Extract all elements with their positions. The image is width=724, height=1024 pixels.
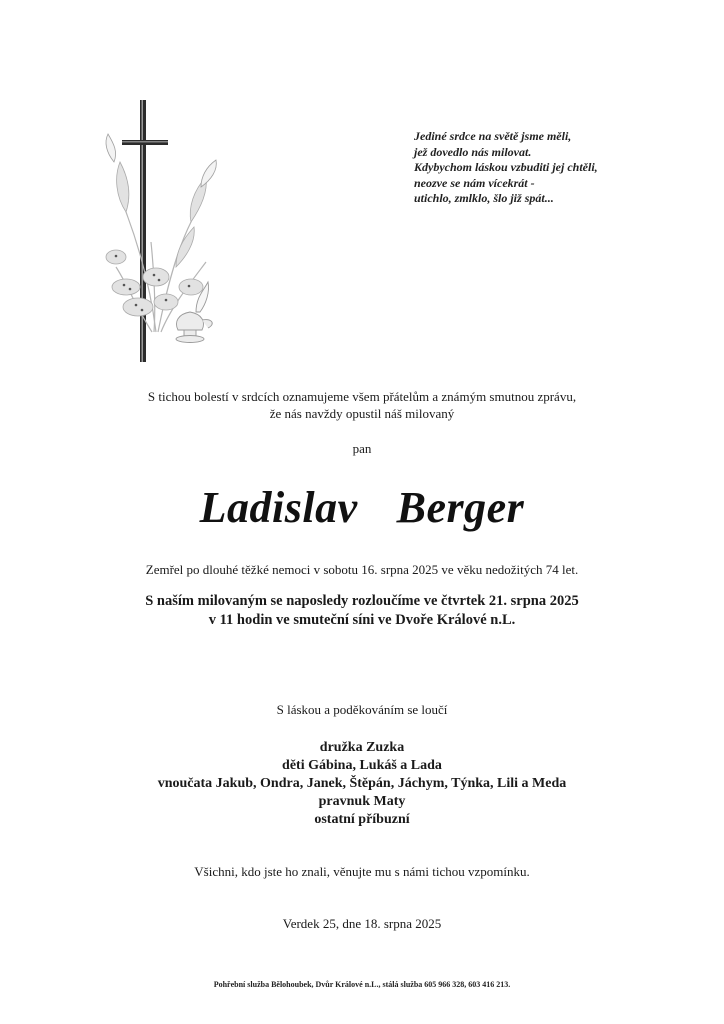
poem-line: Jediné srdce na světě jsme měli,	[414, 129, 572, 143]
place-date: Verdek 25, dne 18. srpna 2025	[282, 916, 442, 931]
mourner: děti Gábina, Lukáš a Lada	[282, 758, 442, 773]
mourner: pravnuk Maty	[318, 794, 406, 809]
death-info: Zemřel po dlouhé těžké nemoci v sobotu 16. srpna 2025 ve věku nedožitých 74 let.	[145, 562, 579, 577]
poem-line: jež dovedlo nás milovat.	[414, 144, 532, 159]
mourners-list	[0, 739, 724, 829]
deceased-name: Ladislav Berger	[199, 483, 525, 532]
thanks-line: S láskou a poděkováním se loučí	[276, 702, 448, 717]
funeral-service-footer: Pohřební služba Bělohoubek, Dvůr Králové n.L., stálá služba 605 966 328, 603 416 213.	[213, 980, 511, 989]
farewell-line: S naším milovaným se naposledy rozloučíme ve čtvrtek 21. srpna 2025	[145, 593, 579, 609]
mourner: ostatní příbuzní	[314, 812, 410, 827]
poem-line: neozve se nám vícekrát -	[414, 175, 535, 190]
intro-line: že nás navždy opustil náš milovaný	[269, 406, 455, 421]
mourner: vnoučata Jakub, Ondra, Janek, Štěpán, Jáchym, Týnka, Lili a Meda	[157, 776, 567, 791]
intro-line: S tichou bolestí v srdcích oznamujeme všem přátelům a známým smutnou zprávu,	[147, 389, 577, 404]
cross-with-lilies-and-urn-icon	[96, 92, 236, 367]
poem	[414, 129, 674, 207]
mourner: družka Zuzka	[319, 740, 405, 755]
remembrance-line: Všichni, kdo jste ho znali, věnujte mu s námi tichou vzpomínku.	[194, 864, 530, 879]
farewell-info	[0, 592, 724, 630]
honorific: pan	[352, 441, 372, 456]
poem-line: utichlo, zmlklo, šlo již spát...	[414, 191, 554, 206]
farewell-line: v 11 hodin ve smuteční síni ve Dvoře Králové n.L.	[208, 612, 516, 628]
announcement-intro	[0, 388, 724, 422]
poem-line: Kdybychom láskou vzbuditi jej chtěli,	[414, 160, 598, 175]
